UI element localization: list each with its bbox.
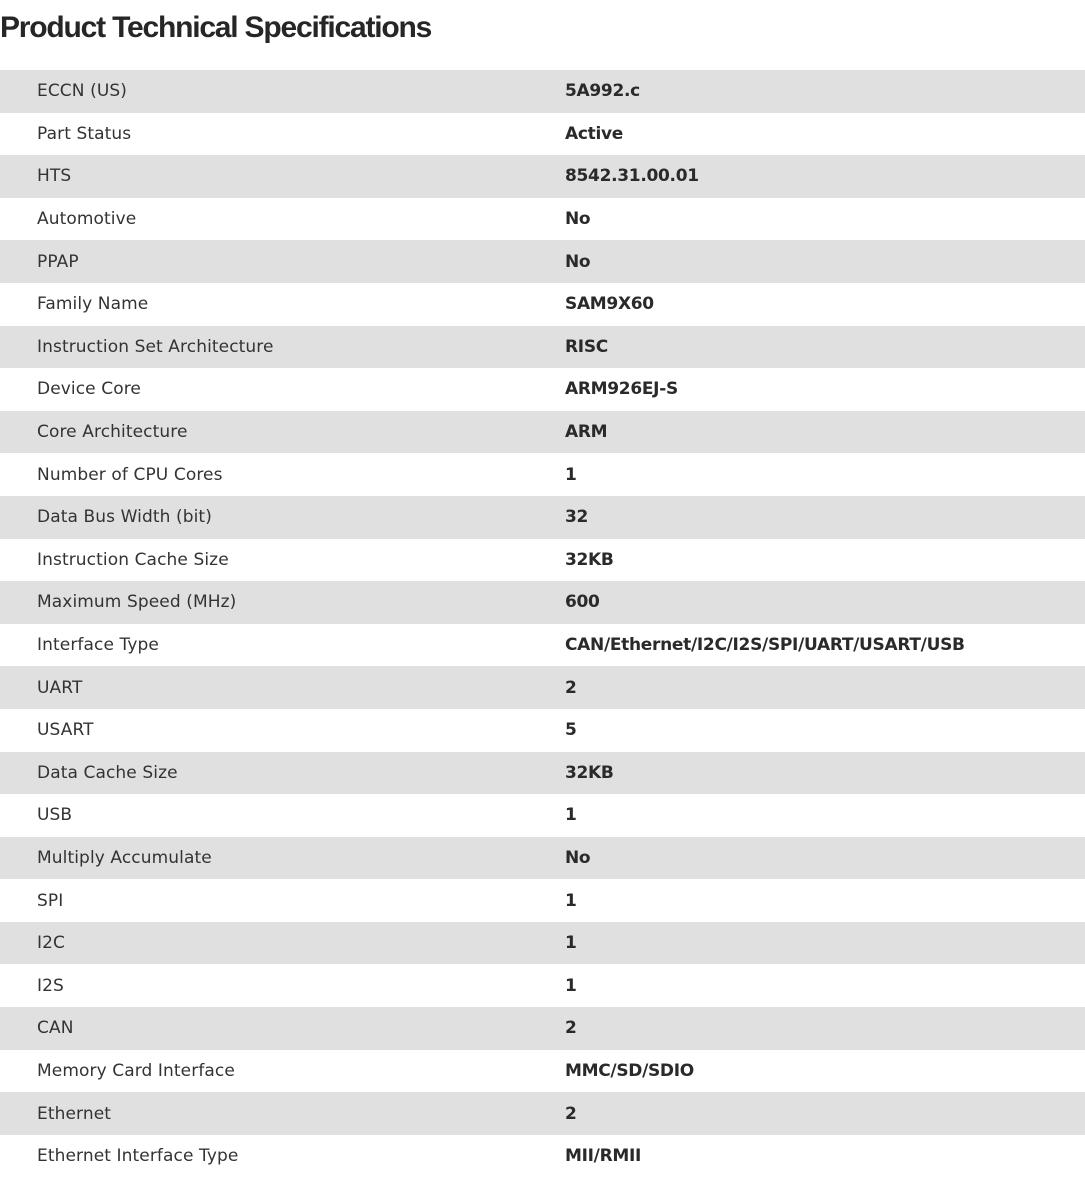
spec-row [0, 70, 1085, 113]
spec-value: No [565, 251, 591, 272]
spec-name: Family Name [37, 294, 149, 315]
spec-name: Interface Type [37, 635, 159, 656]
spec-value: MII/RMII [565, 1146, 642, 1167]
spec-row [0, 624, 1085, 667]
spec-value: 2 [565, 677, 577, 698]
spec-name: ECCN (US) [37, 81, 128, 102]
spec-name: Device Core [37, 379, 141, 400]
spec-name: Core Architecture [37, 422, 188, 443]
spec-name: Ethernet Interface Type [37, 1146, 239, 1167]
spec-name: UART [37, 677, 83, 698]
spec-name: USART [37, 720, 94, 741]
spec-name: Automotive [37, 209, 137, 230]
spec-value: 32KB [565, 549, 614, 570]
spec-name: I2S [37, 975, 64, 996]
spec-name: Multiply Accumulate [37, 847, 212, 868]
spec-row [0, 666, 1085, 709]
spec-row [0, 539, 1085, 582]
spec-row [0, 1135, 1085, 1177]
spec-row [0, 113, 1085, 156]
spec-value: 8542.31.00.01 [565, 166, 699, 187]
specifications-table [0, 70, 1085, 1177]
spec-value: ARM926EJ-S [565, 379, 678, 400]
page-title: Product Technical Specifications [0, 11, 432, 44]
specifications-table-body [0, 70, 1085, 1177]
spec-name: PPAP [37, 251, 79, 272]
spec-name: Maximum Speed (MHz) [37, 592, 237, 613]
spec-row [0, 283, 1085, 326]
spec-name: Part Status [37, 123, 132, 144]
spec-value: MMC/SD/SDIO [565, 1060, 694, 1081]
spec-row [0, 1092, 1085, 1135]
spec-row [0, 879, 1085, 922]
spec-value: No [565, 209, 591, 230]
spec-row [0, 1007, 1085, 1050]
spec-value: 600 [565, 592, 600, 613]
spec-row [0, 411, 1085, 454]
spec-row [0, 922, 1085, 965]
spec-name: HTS [37, 166, 72, 187]
spec-row [0, 1050, 1085, 1093]
spec-value: 1 [565, 975, 577, 996]
spec-name: CAN [37, 1018, 74, 1039]
spec-value: RISC [565, 336, 608, 357]
spec-row [0, 794, 1085, 837]
spec-value: 32KB [565, 762, 614, 783]
spec-value: Active [565, 123, 623, 144]
spec-name: Memory Card Interface [37, 1060, 235, 1081]
spec-row [0, 964, 1085, 1007]
spec-value: CAN/Ethernet/I2C/I2S/SPI/UART/USART/USB [565, 635, 965, 656]
spec-name: Number of CPU Cores [37, 464, 223, 485]
spec-row [0, 240, 1085, 283]
spec-value: 5A992.c [565, 81, 640, 102]
spec-value: 1 [565, 933, 577, 954]
spec-value: 1 [565, 890, 577, 911]
spec-name: Ethernet [37, 1103, 112, 1124]
spec-row [0, 581, 1085, 624]
spec-value: 2 [565, 1018, 577, 1039]
spec-name: SPI [37, 890, 64, 911]
spec-value: No [565, 847, 591, 868]
spec-value: ARM [565, 422, 608, 443]
spec-value: 2 [565, 1103, 577, 1124]
spec-name: USB [37, 805, 73, 826]
spec-row [0, 709, 1085, 752]
spec-name: Instruction Cache Size [37, 549, 229, 570]
spec-row [0, 453, 1085, 496]
spec-row [0, 326, 1085, 369]
spec-row [0, 198, 1085, 241]
spec-row [0, 368, 1085, 411]
spec-value: 5 [565, 720, 577, 741]
spec-row [0, 752, 1085, 795]
spec-name: Instruction Set Architecture [37, 336, 274, 357]
spec-row [0, 155, 1085, 198]
spec-value: 1 [565, 805, 577, 826]
spec-row [0, 837, 1085, 880]
spec-name: I2C [37, 933, 65, 954]
spec-value: SAM9X60 [565, 294, 654, 315]
spec-row [0, 496, 1085, 539]
spec-value: 1 [565, 464, 577, 485]
spec-name: Data Cache Size [37, 762, 178, 783]
spec-name: Data Bus Width (bit) [37, 507, 212, 528]
spec-value: 32 [565, 507, 589, 528]
